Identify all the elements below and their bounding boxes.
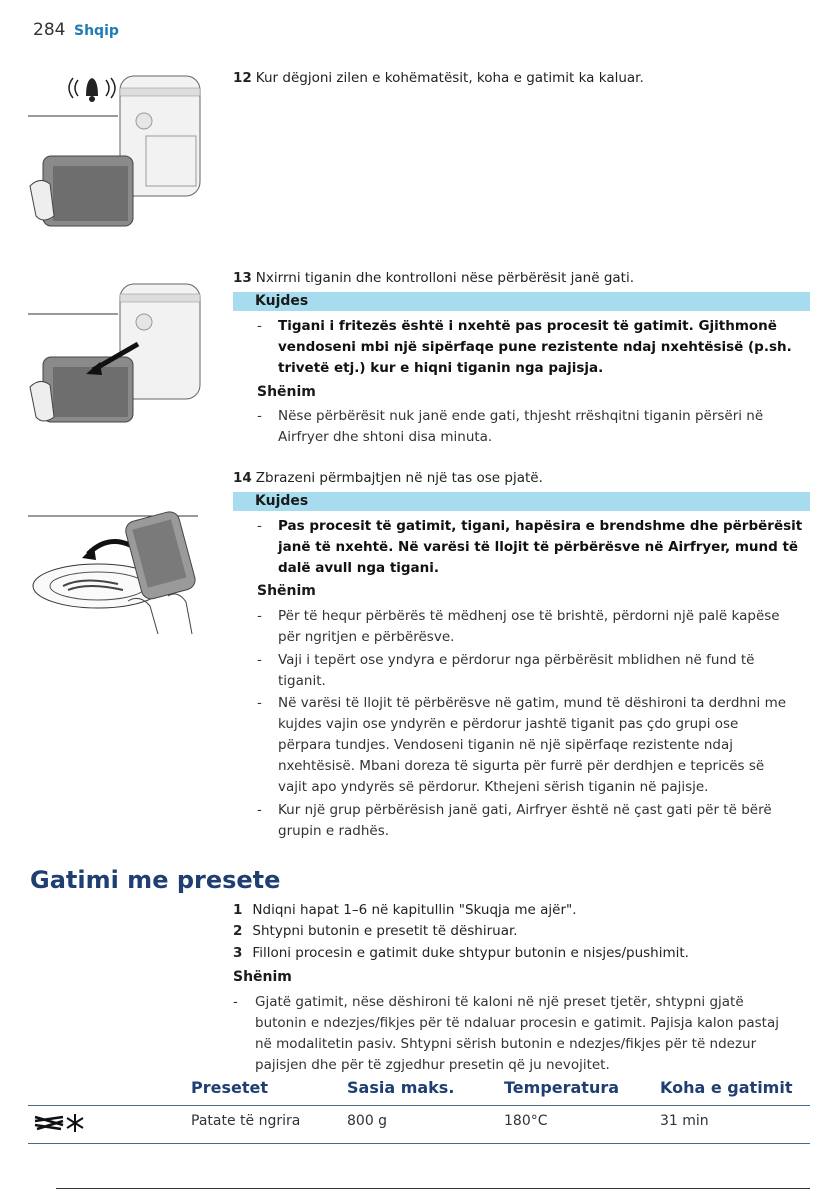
note-line: Për të hequr përbërës të mëdhenj ose të brishtë, përdorni një palë kapëse xyxy=(278,608,780,624)
step-text: Kur dëgjoni zilen e kohëmatësit, koha e gatimit ka kaluar. xyxy=(255,70,644,86)
table-cell: Patate të ngrira xyxy=(191,1113,301,1129)
dash-bullet: - xyxy=(257,408,262,424)
note-line: përpara tundjes. Vendoseni tiganin në një sipërfaqe rezistente ndaj xyxy=(278,737,733,753)
note-line: Në varësi të llojit të përbërësve në gatim, mund të dëshironi ta derdhni me xyxy=(278,695,787,711)
dash-bullet: - xyxy=(257,608,262,624)
step-number: 13 xyxy=(233,270,252,286)
note-line: kujdes vajin ose yndyrën e përdorur jashtë tiganit pas çdo grupi ose xyxy=(278,716,739,732)
step-14 xyxy=(233,468,543,488)
page-number: 284 xyxy=(33,20,66,40)
dash-bullet: - xyxy=(233,994,238,1010)
note-line: Nëse përbërësit nuk janë ende gati, thjesht rrëshqitni tiganin përsëri në xyxy=(278,408,764,424)
dash-bullet: - xyxy=(257,652,262,668)
step-12 xyxy=(233,68,644,88)
note-line: Airfryer dhe shtoni disa minuta. xyxy=(278,429,493,445)
step-number: 14 xyxy=(233,470,252,486)
caution-line: Pas procesit të gatimit, tigani, hapësira e brendshme dhe përbërësit xyxy=(278,518,803,534)
dash-bullet: - xyxy=(257,802,262,818)
note-line: nxehtësisë. Mbani doreza të sigurta për furrë për derdhjen e tepricës së xyxy=(278,758,765,774)
step-number: 1 xyxy=(233,902,243,918)
airfryer-bell-illustration xyxy=(28,66,203,236)
note-line: grupin e radhës. xyxy=(278,823,390,839)
caution-line: janë të nxehtë. Në varësi të llojit të përbërësve në Airfryer, mund të xyxy=(278,539,799,555)
table-header-cooking-time: Koha e gatimit xyxy=(660,1078,793,1097)
table-header-max-amount: Sasia maks. xyxy=(347,1078,455,1097)
pull-basket-illustration xyxy=(28,282,203,432)
note-label: Shënim xyxy=(233,969,292,985)
language-label: Shqip xyxy=(74,23,119,39)
step-13 xyxy=(233,268,634,288)
note-line: pajisjen dhe për të zgjedhur presetin që ju nevojitet. xyxy=(255,1057,610,1073)
caution-line: trivetë etj.) kur e hiqni tiganin nga pajisja. xyxy=(278,360,604,376)
step-number: 2 xyxy=(233,923,243,939)
note-line: Vaji i tepërt ose yndyra e përdorur nga përbërësit mblidhen në fund të xyxy=(278,652,755,668)
table-header-rule xyxy=(28,1105,810,1106)
dash-bullet: - xyxy=(257,318,262,334)
caution-bar: Kujdes xyxy=(233,492,810,511)
caution-line: vendoseni mbi një sipërfaqe pune rezistente ndaj nxehtësisë (p.sh. xyxy=(278,339,792,355)
footer-rule xyxy=(56,1188,810,1189)
caution-line: dalë avull nga tigani. xyxy=(278,560,440,576)
note-line: për ngritjen e përbërësve. xyxy=(278,629,455,645)
table-row-rule xyxy=(28,1143,810,1144)
frozen-fries-icon xyxy=(33,1111,85,1135)
empty-basket-illustration xyxy=(28,506,203,641)
step-text: Ndiqni hapat 1–6 në kapitullin "Skuqja me ajër". xyxy=(252,902,577,918)
bell-icon xyxy=(69,78,115,102)
caution-line: Tigani i fritezës është i nxehtë pas procesit të gatimit. Gjithmonë xyxy=(278,318,777,334)
section-title: Gatimi me presete xyxy=(30,866,281,894)
note-label: Shënim xyxy=(257,384,316,400)
step-text: Filloni procesin e gatimit duke shtypur butonin e nisjes/pushimit. xyxy=(252,945,689,961)
step-text: Zbrazeni përmbajtjen në një tas ose pjatë. xyxy=(255,470,543,486)
note-line: Gjatë gatimit, nëse dëshironi të kaloni në një preset tjetër, shtypni gjatë xyxy=(255,994,744,1010)
dash-bullet: - xyxy=(257,695,262,711)
note-line: në modalitetin pasiv. Shtypni sërish butonin e ndezjes/fikjes për të ndezur xyxy=(255,1036,757,1052)
table-cell: 31 min xyxy=(660,1113,709,1129)
note-label: Shënim xyxy=(257,583,316,599)
table-cell: 180°C xyxy=(504,1113,548,1129)
table-header-temperature: Temperatura xyxy=(504,1078,620,1097)
preset-step-2 xyxy=(233,921,518,941)
table-cell: 800 g xyxy=(347,1113,388,1129)
table-header-presets: Presetet xyxy=(191,1078,268,1097)
note-line: Kur një grup përbërësish janë gati, Airfryer është në çast gati për të bërë xyxy=(278,802,772,818)
preset-step-3 xyxy=(233,943,689,963)
note-line: butonin e ndezjes/fikjes për të ndaluar procesin e gatimit. Pajisja kalon pastaj xyxy=(255,1015,779,1031)
step-number: 12 xyxy=(233,70,252,86)
note-line: vajit apo yndyrës së përdorur. Kthejeni sërish tiganin në pajisje. xyxy=(278,779,709,795)
caution-bar: Kujdes xyxy=(233,292,810,311)
step-text: Shtypni butonin e presetit të dëshiruar. xyxy=(252,923,518,939)
dash-bullet: - xyxy=(257,518,262,534)
preset-step-1 xyxy=(233,900,577,920)
step-text: Nxirrni tiganin dhe kontrolloni nëse përbërësit janë gati. xyxy=(255,270,635,286)
note-line: tiganit. xyxy=(278,673,326,689)
step-number: 3 xyxy=(233,945,243,961)
